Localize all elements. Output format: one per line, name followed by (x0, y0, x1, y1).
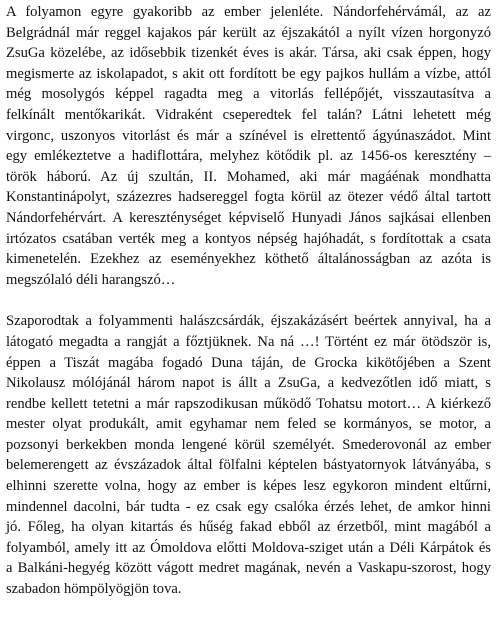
text-line: török háború. Az új szultán, II. Mohamed, aki már magáénak mondhatta (6, 168, 491, 185)
text-line: kimenetelén. Ezekhez az eseményekhez köthető általánosságban az azóta is (6, 251, 491, 268)
text-line: Konstantinápolyt, százezres hadsereggel fogta körül az ötezer védő által tartott (6, 189, 491, 206)
text-line: irtózatos csatában verték meg a kontyos népség hajóhadát, s fordítottak a csata (6, 230, 491, 247)
text-line: A folyamon egyre gyakoribb az ember jelenléte. Nándorfehérvámál, az az (6, 4, 491, 20)
text-line: szabadon hömpölyögjön tova. (6, 581, 182, 598)
text-line: rendbe kellett tetetni a már rapszodikusan működő Tohatsu motort… A kiérkező (6, 395, 491, 412)
text-line: elhinni szerette volna, hogy az ember is képes lesz egykoron mindent eltűrni, (6, 478, 491, 495)
text-line: mindennel dacolni, bár tudta - ez csak egy csalóka érzés lehet, de amkor hinni (6, 498, 491, 515)
document-page (6, 2, 491, 600)
text-line: pozsonyi berkekben monda lengené körül személyét. Smederovonál az ember (6, 436, 491, 453)
text-line: jó. Főleg, ha olyan kitartás és hűség fakad ebből az érzetből, mint magából a (6, 519, 491, 536)
text-line: Nikolausz mólójánál három napot is állt a ZsuGa, a kedvezőtlen idő miatt, s (6, 375, 491, 392)
paragraph (6, 2, 491, 290)
paragraph-spacer (6, 290, 491, 311)
text-line: virgonc, uszonyos vitorlást és már a színével is elrettentő ágyúnaszádot. Mint (6, 127, 491, 144)
paragraph (6, 311, 491, 599)
text-line: Nándorfehérvárt. A kereszténységet képviselő Hunyadi János sajkásai ellenben (6, 209, 491, 226)
text-line: folyamból, amely itt az Ómoldova előtti Moldova-sziget után a Déli Kárpátok és (6, 539, 491, 556)
text-line: megszólaló déli harangszó… (6, 271, 176, 288)
text-line: egy emlékeztetve a hadiflottára, melyhez kötődik pl. az 1456-os keresztény – (6, 148, 491, 165)
text-line: mester olyat produkált, amit egyhamar nem feled se kormányos, se motor, a (6, 416, 491, 433)
text-line: látogató megadta a rangját a főztjüknek. Na ná …! Történt ez már ötödször is, (6, 333, 491, 350)
text-line: felkínált mentőkarikát. Vidraként cseperedtek fel talán? Látni lehetett még (6, 106, 491, 123)
text-line: a Balkáni-hegyég között vágott medret magának, nevén a Vaskapu-szorost, hogy (6, 560, 491, 577)
text-line: ZsuGa közelébe, az idősebbik tizenkét éves is akár. Társa, aki csak éppen, hogy (6, 45, 491, 62)
text-line: Szaporodtak a folyammenti halászcsárdák, éjszakázásért beértek annyival, ha a (6, 313, 491, 330)
text-line: Belgrádnál már reggel kajakos pár került az éjszakától a nyílt vízen horgonyzó (6, 24, 491, 41)
text-line: megismerte az iskolapadot, s akit ott fordított be egy pajkos hullám a vízbe, attól (6, 65, 491, 82)
text-line: éppen a Tiszát magába fogadó Duna táján, de Grocka kikötőjében a Szent (6, 354, 491, 371)
text-line: még mosolygós képpel ragadta meg a vitorlás fellépőjét, visszautasítva a (6, 86, 491, 103)
text-line: belemerengett az évszázadok által fölfalni képtelen bástyatornyok látványába, s (6, 457, 491, 474)
